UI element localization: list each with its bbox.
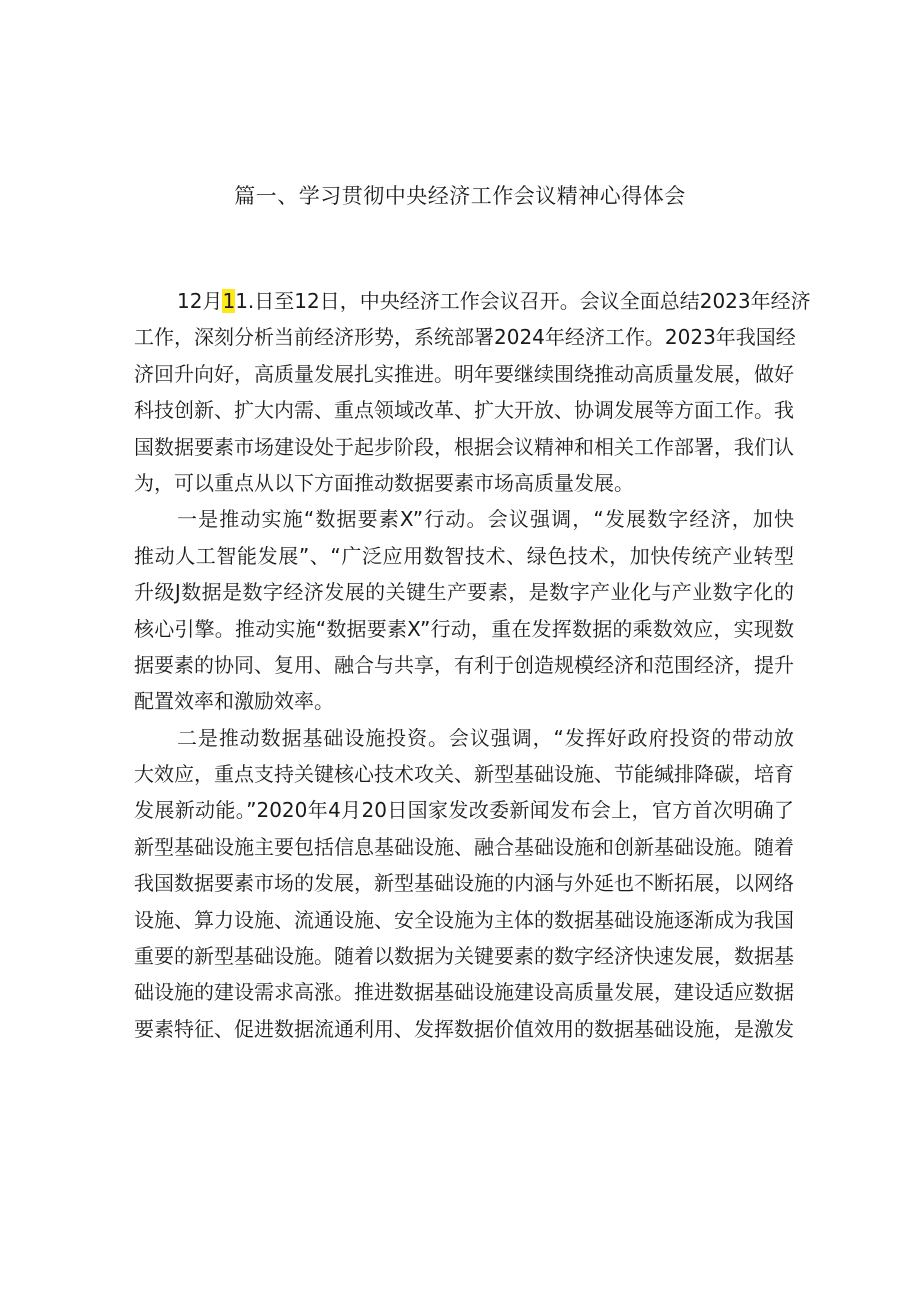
paragraph-1-line-3: 济回升向好，高质量发展扎实推进。明年要继续围绕推动高质量发展，做好 [134,361,794,386]
paragraph-1-line-5: 国数据要素市场建设处于起步阶段，根据会议精神和相关工作部署，我们认 [134,434,794,459]
line-text-pre: 12月 [177,289,223,313]
highlighted-text: 1 [222,289,236,313]
paragraph-1-line-6: 为，可以重点从以下方面推动数据要素市场高质量发展。 [134,470,634,495]
paragraph-2-line-2: 推动人工智能发展”、“广泛应用数智技术、绿色技术，加快传统产业转型 [134,543,794,568]
paragraph-1-line-2: 工作，深刻分析当前经济形势，系统部署2024年经济工作。2023年我国经 [134,325,796,350]
paragraph-2-line-5: 据要素的协同、复用、融合与共享，有利于创造规模经济和范围经济，提升 [134,652,794,677]
paragraph-1-line-1 [134,283,811,319]
paragraph-3-line-3: 发展新动能。”2020年4月20日国家发改委新闻发布会上，官方首次明确了 [134,798,794,823]
paragraph-1-line-4: 科技创新、扩大内需、重点领域改革、扩大开放、协调发展等方面工作。我 [134,398,794,423]
paragraph-3-line-8: 础设施的建设需求高涨。推进数据基础设施建设高质量发展，建设适应数据 [134,980,794,1005]
paragraph-3-line-7: 重要的新型基础设施。随着以数据为关键要素的数字经济快速发展，数据基 [134,944,794,969]
paragraph-3-line-2: 大效应，重点支持关键核心技术攻关、新型基础设施、节能缄排降碳，培育 [134,762,794,787]
paragraph-3-line-5: 我国数据要素市场的发展，新型基础设施的内涵与外延也不断拓展，以网络 [134,871,794,896]
paragraph-2-line-1: 一是推动实施“数据要素X”行动。会议强调，“发展数字经济，加快 [177,507,794,532]
paragraph-3-line-1: 二是推动数据基础设施投资。会议强调，“发挥好政府投资的带动放 [177,725,794,750]
paragraph-2-line-3: 升级J数据是数字经济发展的关键生产要素，是数字产业化与产业数字化的 [134,580,794,605]
paragraph-3-line-4: 新型基础设施主要包括信息基础设施、融合基础设施和创新基础设施。随着 [134,834,794,859]
paragraph-3-line-6: 设施、算力设施、流通设施、安全设施为主体的数据基础设施逐渐成为我国 [134,907,794,932]
document-title: 篇一、学习贯彻中央经济工作会议精神心得体会 [234,184,686,208]
document-body [134,283,811,1047]
paragraph-2-line-6: 配置效率和激励效率。 [134,689,334,714]
line-text-post: 1.日至12日，中央经济工作会议召开。会议全面总结2023年经济 [235,289,811,313]
paragraph-3-line-9: 要素特征、促进数据流通利用、发挥数据价值效用的数据基础设施，是激发 [134,1016,794,1041]
paragraph-2-line-4: 核心引擎。推动实施“数据要素X”行动，重在发挥数据的乘数效应，实现数 [134,616,794,641]
